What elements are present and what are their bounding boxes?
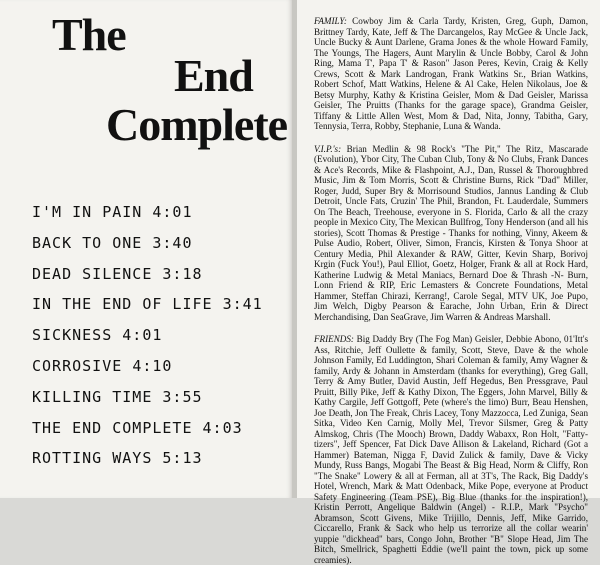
track-item: [32, 443, 288, 474]
track-item: [32, 320, 288, 351]
track-time: 3:41: [222, 295, 263, 314]
track-item: [32, 413, 288, 444]
track-name: THE END COMPLETE: [32, 418, 193, 437]
credits-heading: FRIENDS:: [314, 334, 354, 344]
album-title: [0, 0, 292, 160]
track-time: 4:01: [152, 203, 193, 221]
track-item: [32, 351, 288, 382]
track-name: IN THE END OF LIFE: [32, 295, 213, 314]
credits-text: Big Daddy Bry (The Fog Man) Geisler, Debbie Abono, 01'Itt's Ass, Ritchie, Jeff Oullette & family, Scott, Steve, Dave & the whole Johnson Family, Ed Luddington, Shari Coleman & family, Amy Wagner & family, Ardy & Johann in Amsterdam (thanks for everything), Greg Gall, Terry & Amy Butler, David Austin, Jeff Hegedus, Ben Pressgrave, Paul Pruitt, Billy Pike, Jeff & Kathy Dixon, The Eggers, John Marvel, Billy & Kathy Cargile, Jeff Gottgoff, Pete (where's the limo) Burr, Beau Henshen, Joe Death, Jon The Freak, Chris Lacey, Tony Mazzocca, Led Zuniga, Sean Sitka, Video Ken Carnig, Molly Mel, Trevor Silsmer, Greg & Patty Almskog, Chris (The Mooch) Brown, Daddy Wabaxx, Ron Holt, "Fatty-tizers", Jeff Spencer, Fat Dick Dave Allison & Lakeland, Richard (Got a Hammer) Bateman, Nigga F, David Zulick & family, Dave & Vicky Mundy, Russ Bangs, Mogabi The Beast & Big Head, Norm & Cliffy, Ron "The Snake" Lowery & all at Ferman, all at 3T's, The Rack, Big Daddy's Hotel, Wrench, Mark & Matt Odenback, Mike Pope, everyone at Product Safety Engineering (Team PSE), Big Blue (thanks for the inspiration!), Kristin Perrott, Angelique Baldwin (Angel) - R.I.P., Mark "Psycho" Abramson, Scott Givens, Mike Trijillo, Dennis, Jeff, Mike Garrido, Ciccarello, Frank & Sack who help us terrorize all the collar wearin' yuppie "dickhead" bars, Congo John, Brother "B" Slope Head, Jim The Bitch, Smellrick, Spaghetti Eddie (we'll paint the town, pick up some creamies).: [314, 334, 588, 565]
track-item: [32, 259, 288, 290]
track-name: CORROSIVE: [32, 356, 123, 375]
track-name: KILLING TIME: [32, 387, 153, 406]
track-time: 3:18: [162, 264, 203, 283]
track-name: BACK TO ONE: [32, 233, 143, 252]
track-list: [32, 197, 288, 474]
track-time: 4:10: [132, 356, 173, 375]
credits-text: Brian Medlin & 98 Rock's "The Pit," The Ritz, Mascarade (Evolution), Ybor City, The Cuban Club, Tony & No Clubs, Frank Dances & Ace's Records, Mike & Flashpoint, A.J., Dan, Russel & Thoroughbred Music, Jim & Tom Morris, Scott & Christine Burns, Rick "Dad" Miller, Roger, Judd, Super Bry & Morrisound Studios, Jannus Landing & Club Detroit, Uncle Fats, Cruzin' The Phil, Brandon, Ft. Lauderdale, Summers On The Beach, Treehouse, everyone in S. Florida, Carlo & all the crazy people in Mexico City, The Mexican Bullfrog, Tony Henderson (and all his stories), Scott Thomas & Prestige - Thanks for nothing, Vinny, Akeem & Pulse Audio, Robert, Oliver, Simon, Francis, Kirsten & Tonya Shoor at Century Media, Phil Alexander & RAW, Gitter, Kevin Sharp, Borivoj Krgin (Fuck You!), Paul Elliot, Goetz, Holger, Frank & all at Rock Hard, Katherine Ludwig & Metal Maniacs, Bernard Doe & Thrash -N- Burn, Lonn Friend & RIP, Eric Lemasters & Concrete Foundations, Metal Hammer, Steffan Chirazi, Kerrang!, Carole Segal, MTV UK, Joe Pupo, Jim Welch, Digby Pearson & Earache, John Urban, Erin & Direct Merchandising, Dan SeaGrave, Jim Warren & Andreas Marshall.: [314, 143, 588, 322]
credits-text: Cowboy Jim & Carla Tardy, Kristen, Greg, Guph, Damon, Brittney Tardy, Kate, Jeff & The Darcangelos, Ray McGee & Uncle Jack, Uncle Bucky & Aunt Darlene, Grama Jones & the whole Howard Family, The Youngs, The Hagers, Aunt Marylin & Uncle Bobby, Carol & John Ring, Mama T', Papa T' & Rason" Jason Peres, Kevin, Craig & Kelly Crews, Scott & Mark Landrogan, Frank Watkins Sr., Brian Watkins, Robert Schof, Matt Watkins, Helene & Al Cake, Helen Nikolaus, Joe & Betsy Murphy, Kathy & Kristina Geisler, Mom & Dad Geisler, Marissa Geisler, The Pruitts (Thanks for the garage space), Grandma Geisler, Tiffany & Little Allen West, Mom & Dad, Nita, Jonny, Tabitha, Gary, Tennysia, Terra, Robby, Stephanie, Luna & Wanda.: [314, 16, 589, 131]
credits-friends: [314, 334, 588, 565]
track-name: ROTTING WAYS: [32, 449, 153, 468]
track-item: [32, 197, 288, 228]
right-panel: [297, 0, 600, 565]
credits-vips: [314, 144, 588, 323]
track-item: [32, 382, 288, 413]
track-time: 4:01: [122, 326, 163, 345]
credits-heading: V.I.P.'s:: [314, 143, 342, 154]
album-title-word-2: End: [174, 50, 253, 101]
credits-heading: FAMILY:: [314, 16, 347, 26]
track-time: 3:40: [152, 233, 193, 252]
track-item: [32, 289, 288, 320]
track-time: 4:03: [202, 418, 243, 437]
track-time: 5:13: [162, 449, 203, 468]
track-time: 3:55: [162, 387, 203, 406]
album-title-word-1: The: [52, 9, 126, 60]
track-item: [32, 228, 288, 259]
track-name: SICKNESS: [32, 326, 113, 345]
left-panel: [0, 0, 292, 498]
thanks-credits: [314, 16, 588, 565]
credits-family: [314, 16, 588, 132]
track-name: I'M IN PAIN: [32, 203, 143, 221]
album-title-word-3: Complete: [106, 99, 288, 150]
track-name: DEAD SILENCE: [32, 264, 153, 283]
